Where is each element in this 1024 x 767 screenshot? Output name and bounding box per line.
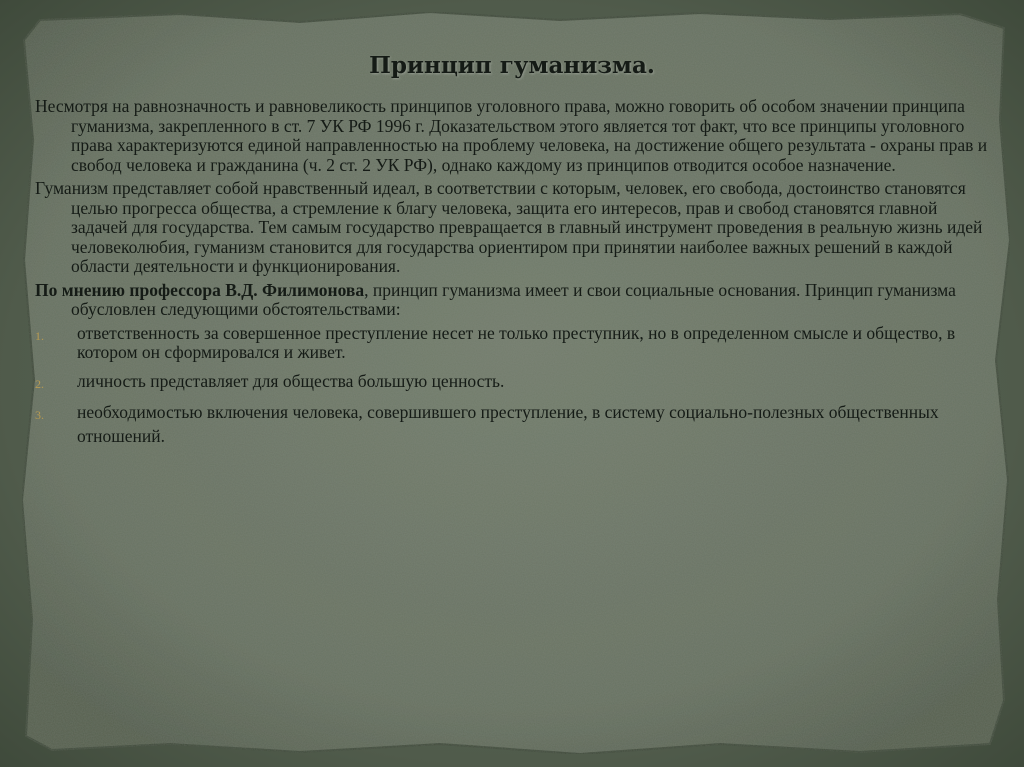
slide-body	[35, 97, 990, 457]
list-marker: 1.	[35, 328, 44, 343]
list-item-text: ответственность за совершенное преступление несет не только преступник, но в определенном смысле и общество, в котором он сформировался и живет.	[77, 322, 956, 362]
list-item-text: необходимостью включения человека, совершившего преступление, в систему социально-полезных общественных отношений.	[77, 402, 939, 446]
list-item-text: личность представляет для общества большую ценность.	[77, 370, 505, 391]
circumstances-list	[35, 324, 990, 449]
list-marker: 2.	[35, 376, 44, 391]
list-item	[35, 324, 990, 363]
list-item	[35, 400, 990, 448]
paragraph-professor-opinion-text: , принцип гуманизма имеет и свои социальные основания. Принцип гуманизма обусловлен следующими обстоятельствами:	[71, 279, 956, 319]
paragraph-humanism-definition: Гуманизм представляет собой нравственный идеал, в соответствии с которым, человек, его свобода, достоинство становятся целью прогресса общества, а стремление к благу человека, защита его интересов, прав и свобод становятся главной задачей для государства. Тем самым государство превращается в главный инструмент проведения в реальную жизнь идей человеколюбия, гуманизм становится для государства ориентиром при принятии наиболее важных решений в каждой области деятельности и функционирования.	[35, 178, 983, 276]
paragraph-professor-opinion	[35, 281, 990, 320]
professor-reference: По мнению профессора В.Д. Филимонова	[35, 279, 365, 300]
slide-title: Принцип гуманизма.	[369, 52, 655, 79]
list-item	[35, 372, 990, 392]
paragraph-principle-importance: Несмотря на равнозначность и равновеликость принципов уголовного права, можно говорить об особом значении принципа гуманизма, закрепленного в ст. 7 УК РФ 1996 г. Доказательством этого является тот факт, что все принципы уголовного права характеризуются единой направленностью на проблему человека, на достижение общего результата - охраны прав и свобод человека и гражданина (ч. 2 ст. 2 УК РФ), однако каждому из принципов отводится особое назначение.	[35, 96, 988, 175]
list-marker: 3.	[35, 408, 44, 422]
